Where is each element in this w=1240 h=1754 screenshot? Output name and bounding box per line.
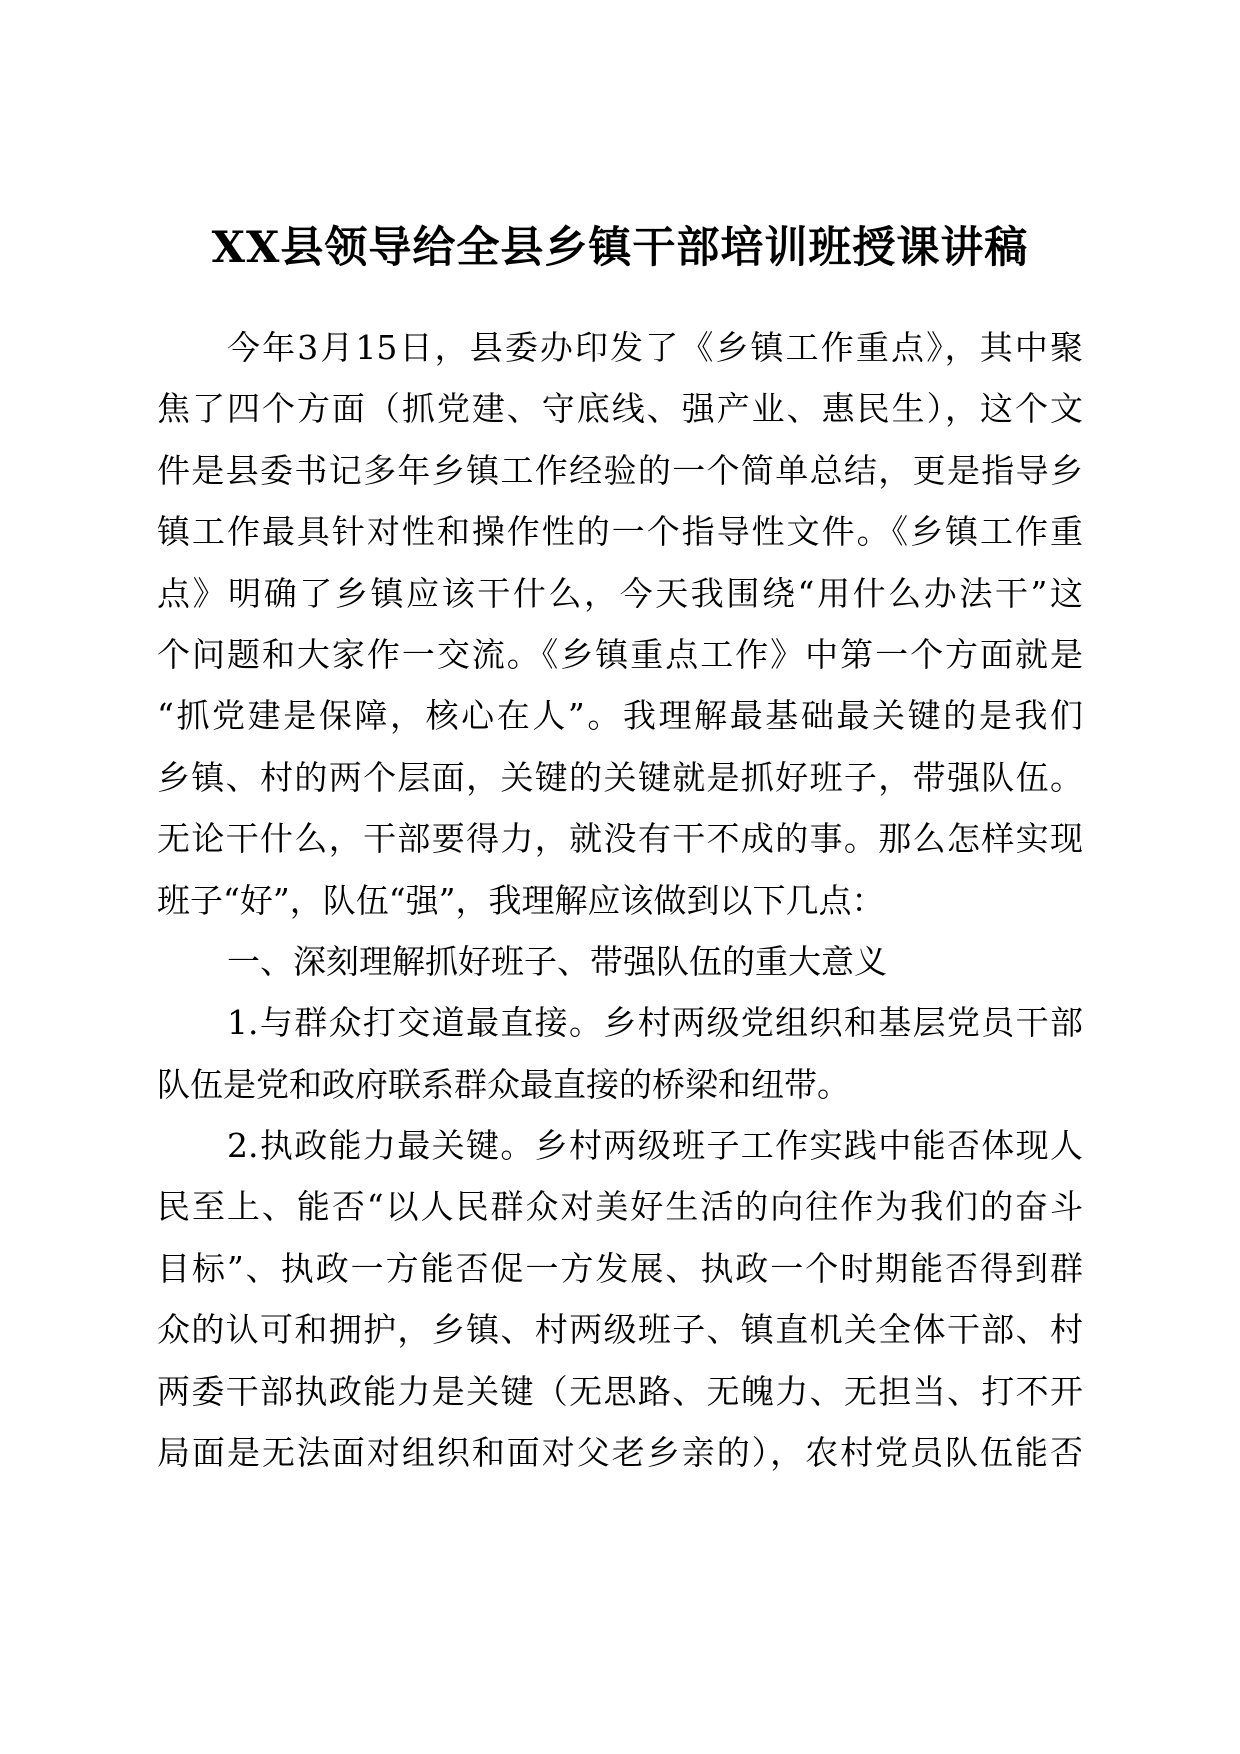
paragraph-point-2 xyxy=(157,1115,1083,1483)
document-title: XX县领导给全县乡镇干部培训班授课讲稿 xyxy=(211,223,1029,273)
text-line: 今年3月15日，县委办印发了《乡镇工作重点》，其中聚 xyxy=(227,328,1083,367)
document-body xyxy=(157,317,1083,1483)
text-line: 一、深刻理解抓好班子、带强队伍的重大意义 xyxy=(227,941,887,981)
paragraph-point-1 xyxy=(157,992,1083,1115)
text-line: 个问题和大家作一交流。《乡镇重点工作》中第一个方面就是 xyxy=(157,634,1083,674)
text-line: “抓党建是保障，核心在人”。我理解最基础最关键的是我们 xyxy=(157,696,1083,736)
text-line: 焦了四个方面（抓党建、守底线、强产业、惠民生），这个文 xyxy=(157,389,1083,429)
text-line: 目标”、执政一方能否促一方发展、执政一个时期能否得到群 xyxy=(157,1248,1083,1288)
text-line: 队伍是党和政府联系群众最直接的桥梁和纽带。 xyxy=(157,1064,850,1104)
text-line: 众的认可和拥护，乡镇、村两级班子、镇直机关全体干部、村 xyxy=(157,1310,1083,1350)
text-line: 件是县委书记多年乡镇工作经验的一个简单总结，更是指导乡 xyxy=(157,450,1083,490)
text-line: 局面是无法面对组织和面对父老乡亲的），农村党员队伍能否 xyxy=(157,1433,1083,1473)
text-line: 民至上、能否“以人民群众对美好生活的向往作为我们的奋斗 xyxy=(157,1187,1083,1227)
text-line: 乡镇、村的两个层面，关键的关键就是抓好班子，带强队伍。 xyxy=(157,757,1083,797)
text-line: 点》明确了乡镇应该干什么，今天我围绕“用什么办法干”这 xyxy=(157,573,1083,613)
section-heading xyxy=(157,931,1083,992)
text-line: 无论干什么，干部要得力，就没有干不成的事。那么怎样实现 xyxy=(157,819,1083,859)
text-line: 两委干部执政能力是关键（无思路、无魄力、无担当、打不开 xyxy=(157,1371,1083,1411)
text-line: 1.与群众打交道最直接。乡村两级党组织和基层党员干部 xyxy=(227,1003,1083,1043)
paragraph-intro xyxy=(157,317,1083,931)
text-line: 2.执政能力最关键。乡村两级班子工作实践中能否体现人 xyxy=(227,1126,1083,1166)
text-line: 班子“好”，队伍“强”，我理解应该做到以下几点： xyxy=(157,880,885,920)
text-line: 镇工作最具针对性和操作性的一个指导性文件。《乡镇工作重 xyxy=(157,512,1083,552)
